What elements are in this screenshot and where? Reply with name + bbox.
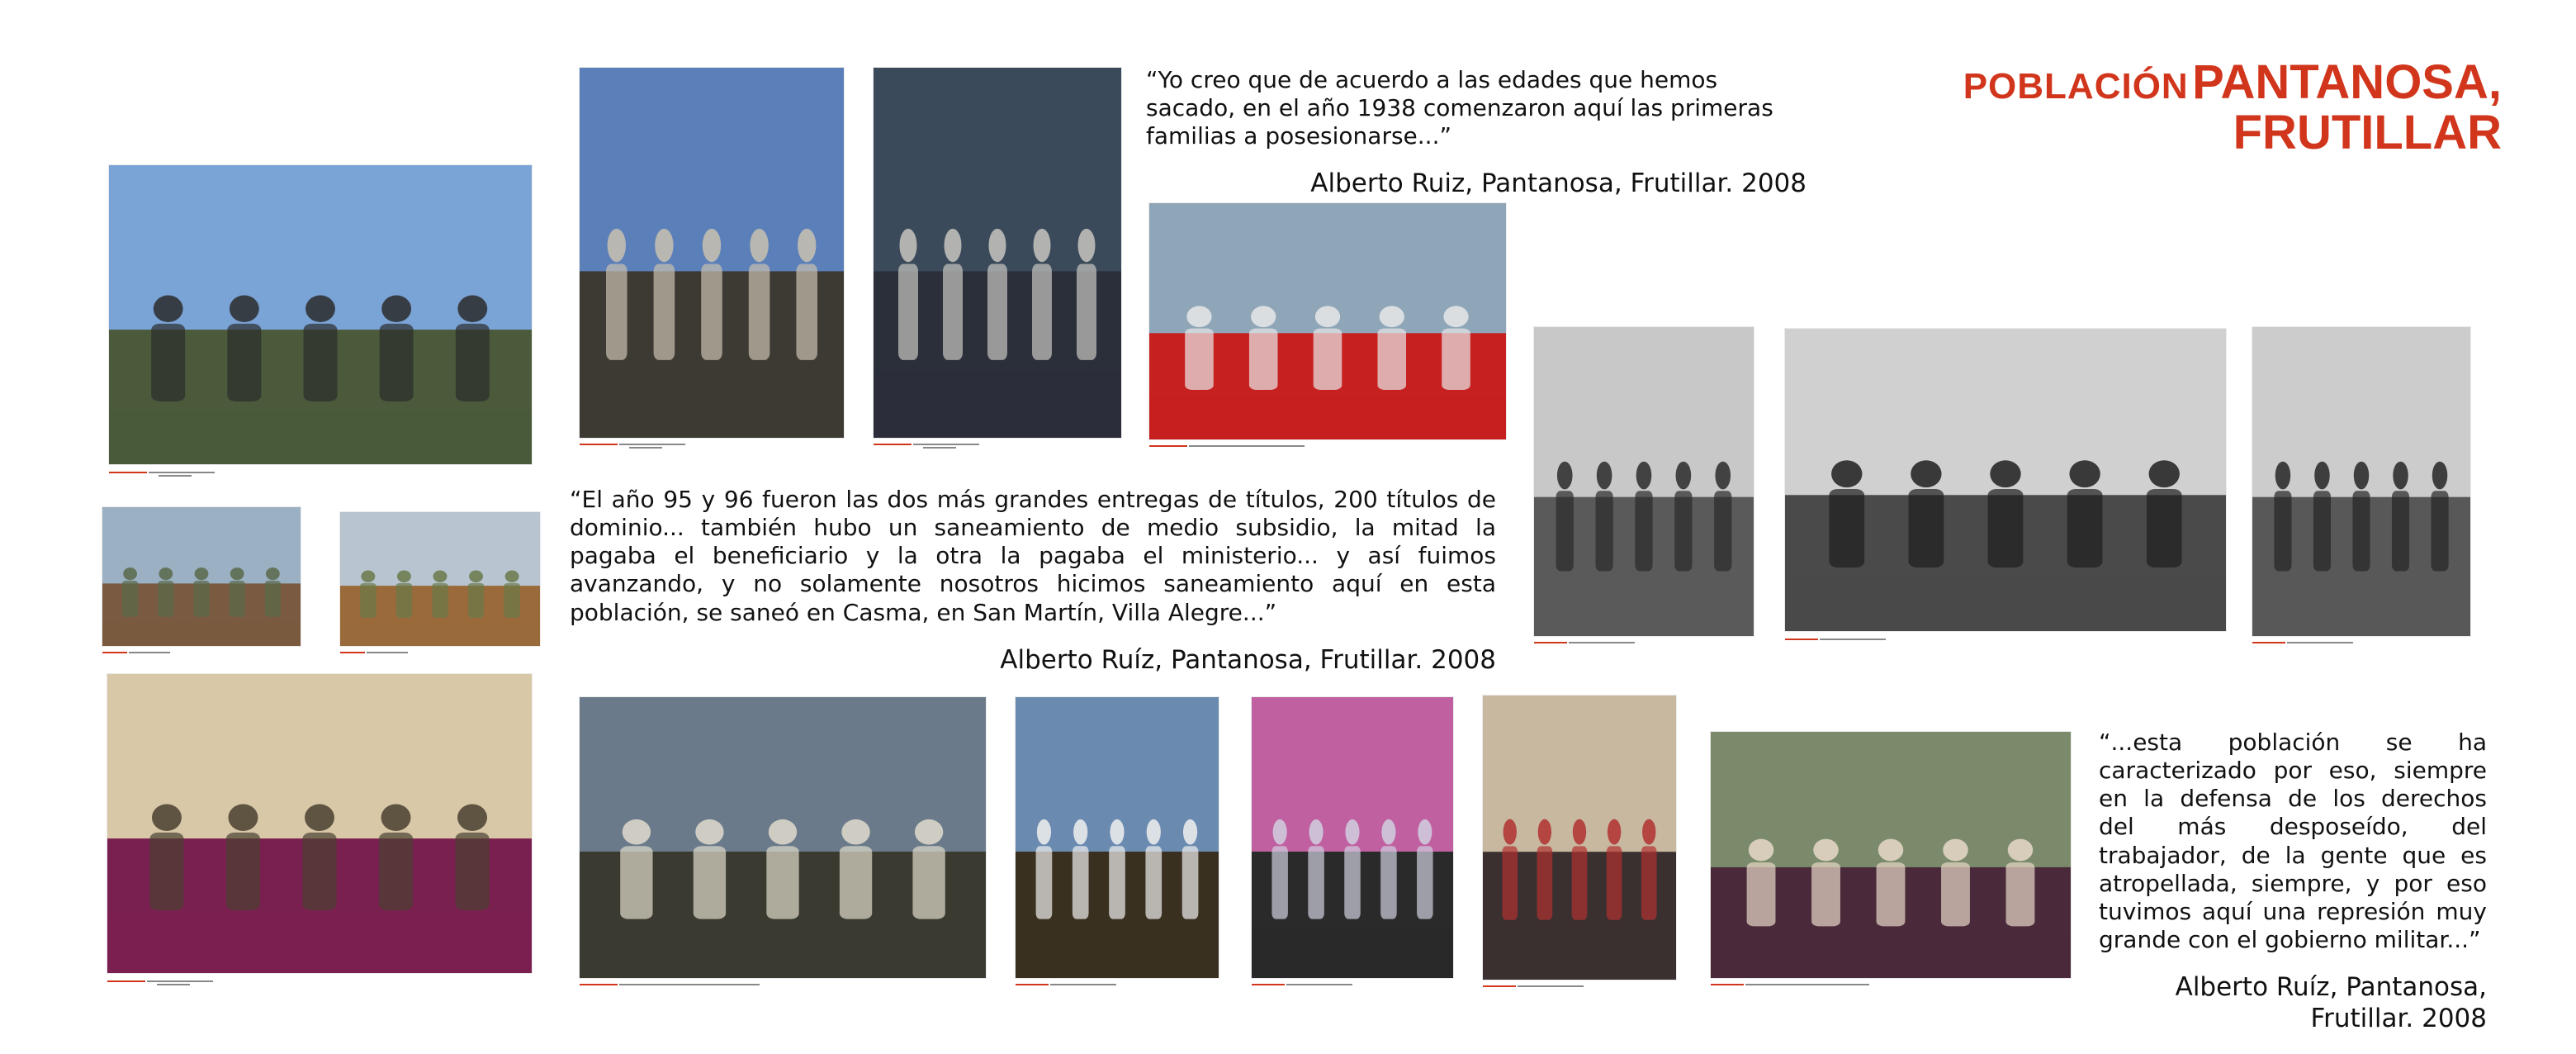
photo-roof-sheets (1252, 697, 1453, 978)
photo-bw-children (1534, 327, 1754, 636)
photo-caption-mark (2252, 641, 2368, 648)
title-big-1: PANTANOSA, (2192, 55, 2502, 109)
title-small: POBLACIÓN (1963, 66, 2189, 107)
quote-1 (1146, 66, 1807, 200)
photo-truck-unloading (1016, 697, 1219, 978)
photo-caption-mark (1534, 641, 1650, 648)
photo-title-handover (874, 68, 1121, 438)
quote-2-author: Alberto Ruíz, Pantanosa, Frutillar. 2008 (1000, 644, 1496, 675)
photo-frame-small-1 (102, 507, 301, 646)
photo-family-dinner (1711, 732, 2071, 978)
quote-3 (2099, 729, 2487, 1035)
quote-1-author: Alberto Ruiz, Pantanosa, Frutillar. 2008 (1310, 169, 1807, 199)
page-title (1963, 55, 2502, 159)
photo-construction-platform (109, 165, 532, 464)
photo-caption-mark (1149, 444, 1314, 451)
photo-caption-mark (874, 443, 1006, 449)
photo-caption-mark (580, 443, 712, 449)
photo-frame-small-2 (340, 512, 540, 646)
photo-caption-mark (1252, 983, 1376, 990)
quote-1-text: “Yo creo que de acuerdo a las edades que hemos sacado, en el año 1938 comenzaron aquí las primeras familias a posesionarse...” (1146, 66, 1773, 150)
photo-bw-kitchen (1785, 329, 2226, 631)
photo-caption-mark (340, 651, 423, 658)
photo-carrying-sheet (580, 697, 986, 978)
quote-2 (570, 486, 1496, 677)
title-big-2: FRUTILLAR (2233, 105, 2502, 159)
quote-2-text: “El año 95 y 96 fueron las dos más grandes entregas de títulos, 200 títulos de dominio... también hubo un saneamiento de medio subsidio, la mitad la pagaba el beneficiario y la otra la pagaba el ministerio... y así fuimos avanzando, y no solamente nosotros hicimos saneamiento aquí en esta población, se saneó en Casma, en San Martín, Villa Alegre...” (570, 486, 1496, 626)
photo-caption-mark (1483, 985, 1607, 991)
quote-3-text: “...esta población se ha caracterizado por eso, siempre en la defensa de los derechos del más desposeído, del trabajador, de la gente que es atropellada, siempre, y por eso tuvimos aquí una represión muy grande con el gobierno militar...” (2099, 729, 2487, 954)
photo-caption-mark (1785, 638, 1901, 644)
photo-caption-mark (1711, 983, 1884, 990)
photo-caption-mark (102, 651, 185, 658)
photo-caption-mark (109, 471, 241, 477)
photo-kitchen-women (1483, 696, 1676, 980)
photo-caption-mark (107, 980, 239, 986)
photo-caption-mark (1016, 983, 1139, 990)
quote-3-author: Alberto Ruíz, Pantanosa, Frutillar. 2008 (2175, 972, 2487, 1034)
photo-outdoor-meal (580, 68, 844, 438)
photo-family-construction (107, 674, 532, 973)
photo-bw-couple (2252, 327, 2470, 636)
photo-caption-mark (580, 983, 769, 990)
photo-meeting-table (1149, 203, 1506, 439)
